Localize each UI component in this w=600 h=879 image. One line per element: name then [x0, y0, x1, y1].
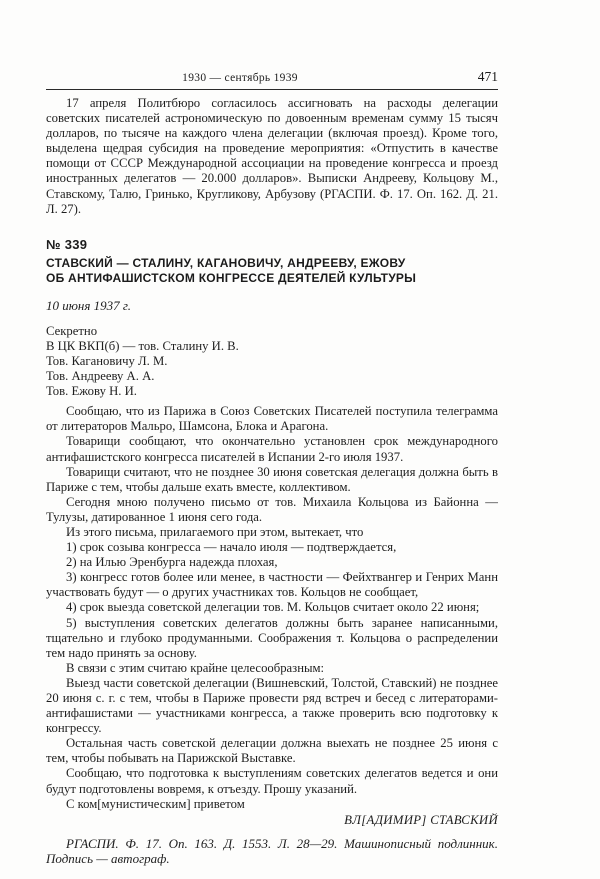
addressee-line: Тов. Кагановичу Л. М. [46, 353, 168, 368]
document-title-line1: СТАВСКИЙ — СТАЛИНУ, КАГАНОВИЧУ, АНДРЕЕВУ, ЕЖОВУ [46, 255, 406, 270]
address-block [46, 324, 498, 399]
document-date: 10 июня 1937 г. [46, 297, 132, 313]
addressee-line: Тов. Ежову Н. И. [46, 384, 137, 399]
document-paragraph: Сообщаю, что подготовка к выступлениям советских делегатов ведется и они будут подготовлены вовремя, к отъезду. Прошу указаний. [46, 766, 498, 796]
document-paragraph: 3) конгресс готов более или менее, в частности — Фейхтвангер и Генрих Манн участвовать будут — о других участниках тов. Кольцов не сообщает, [46, 570, 498, 600]
running-head [46, 69, 498, 90]
document-paragraph: Выезд части советской делегации (Вишневский, Толстой, Ставский) не позднее 20 июня с. г. с тем, чтобы в Париже провести ряд встреч и бесед с литераторами-антифашистами — участниками конгресса, а также проверить всю подготовку к конгрессу. [46, 675, 498, 736]
document-paragraph: Из этого письма, прилагаемого при этом, вытекает, что [66, 524, 364, 539]
signature: ВЛ[АДИМИР] СТАВСКИЙ [344, 812, 498, 827]
document-title-line2: ОБ АНТИФАШИСТСКОМ КОНГРЕССЕ ДЕЯТЕЛЕЙ КУЛЬТУРЫ [46, 271, 417, 286]
page-content [46, 0, 498, 879]
document-paragraph: 2) на Илью Эренбурга надежда плохая, [66, 555, 278, 570]
document-paragraph: Товарищи считают, что не позднее 30 июня советская делегация должна быть в Париже с тем, чтобы дальше ехать вместе, коллективом. [46, 464, 498, 494]
document-paragraph: Остальная часть советской делегации должна выехать не позднее 25 июня с тем, чтобы побывать на Парижской Выставке. [46, 736, 498, 766]
document-number: № 339 [46, 236, 88, 252]
addressee-list [46, 339, 498, 399]
document-paragraph: 1) срок созыва конгресса — начало июля — подтверждается, [66, 540, 397, 555]
document-paragraph: Сегодня мною получено письмо от тов. Михаила Кольцова из Байонна — Тулузы, датированное 1 июня сего года. [46, 494, 498, 524]
document-paragraph: В связи с этим считаю крайне целесообразным: [66, 660, 325, 675]
intro-paragraph: 17 апреля Политбюро согласилось ассигновать на расходы делегации советских писателей астрономическую по довоенным временам сумму 15 тысяч долларов, по тысяче на каждого члена делегации (включая проезд). Кроме того, выделена щедрая субсидия на проведение мероприятия: «Отпустить в качестве помощи от СССР Международной ассоциации на проведение конгресса и проезд иностранных делегатов — 20.000 долларов». Выписки Андрееву, Кольцову М., Ставскому, Талю, Гринько, Кругликову, Арбузову (РГАСПИ. Ф. 17. Оп. 162. Д. 21. Л. 27). [46, 96, 498, 216]
document-paragraph: С ком[мунистическим] приветом [66, 796, 245, 811]
addressee-line: Тов. Андрееву А. А. [46, 369, 155, 384]
source-citation: РГАСПИ. Ф. 17. Оп. 163. Д. 1553. Л. 28—29. Машинописный подлинник. Подпись — автограф. [46, 835, 498, 867]
addressee-line: В ЦК ВКП(б) — тов. Сталину И. В. [46, 338, 239, 353]
classification-label: Секретно [46, 323, 98, 338]
document-paragraph: Товарищи сообщают, что окончательно установлен срок международного антифашистского конгресса писателей в Испании 2-го июля 1937. [46, 434, 498, 464]
document-heading [46, 237, 498, 287]
document-paragraph: 4) срок выезда советской делегации тов. М. Кольцов считает около 22 июня; [66, 600, 480, 615]
document-paragraph: Сообщаю, что из Парижа в Союз Советских Писателей поступила телеграмма от литераторов Мальро, Шамсона, Блока и Арагона. [46, 404, 498, 434]
page-number: 471 [477, 69, 498, 84]
document-paragraph: 5) выступления советских делегатов должны быть заранее написанными, тщательно и глубоко продуманными. Соображения т. Кольцова о распределении тем надо принять за основу. [46, 615, 498, 660]
document-body [46, 404, 498, 812]
running-head-title: 1930 — сентябрь 1939 [182, 72, 298, 84]
